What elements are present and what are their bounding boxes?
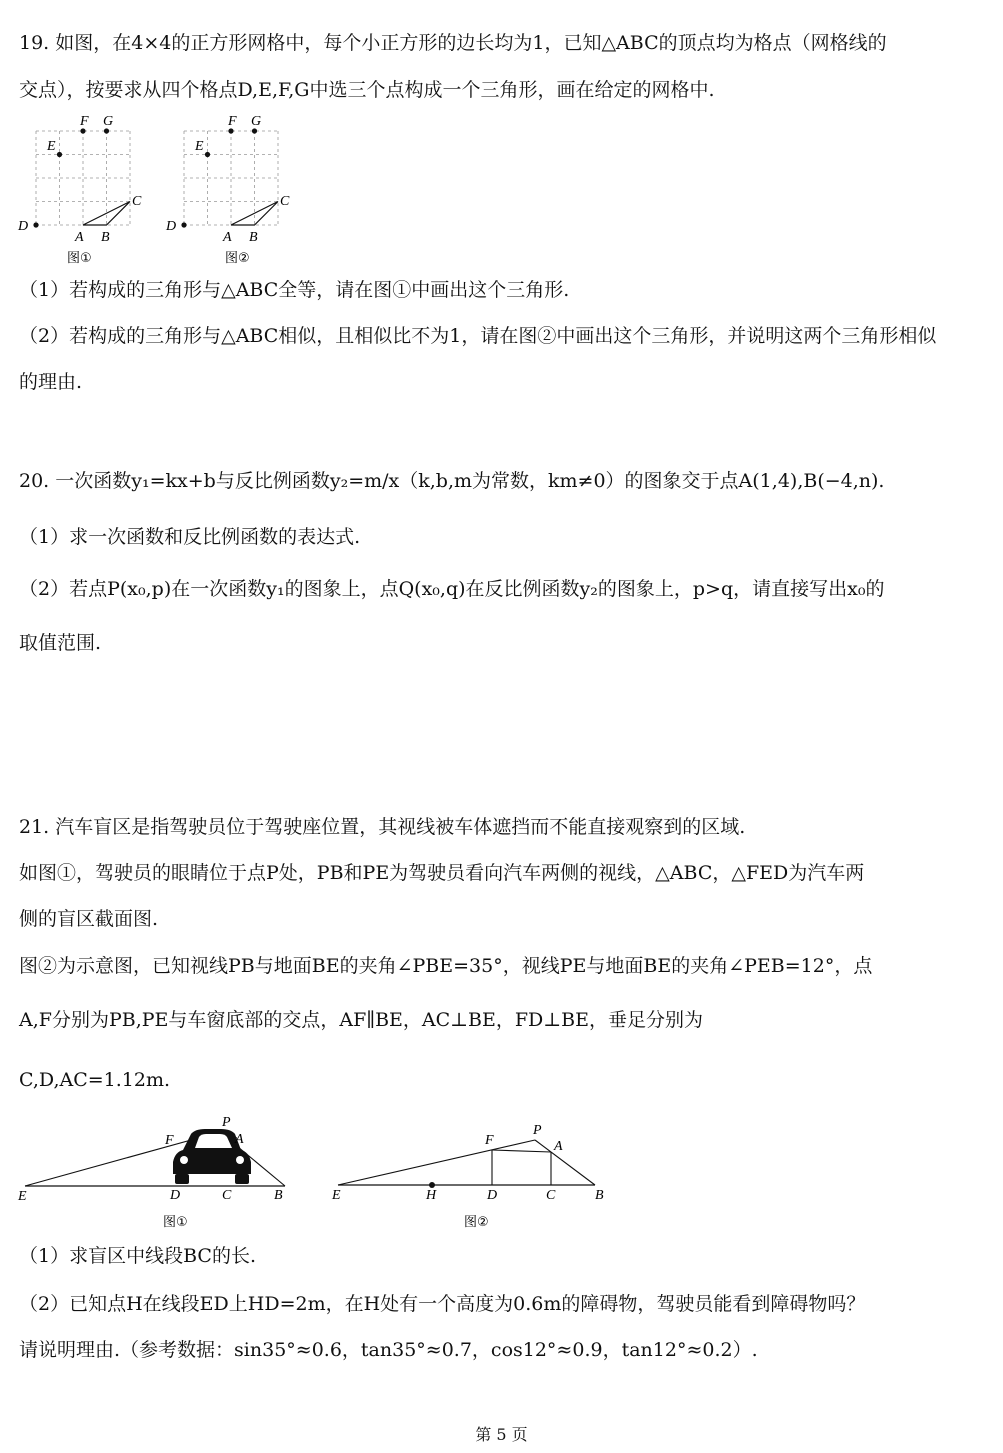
q19-fig1-caption: 图①	[67, 251, 92, 266]
q21-fig1-caption: 图①	[163, 1215, 188, 1230]
point-g	[104, 128, 109, 133]
label-a: A	[75, 230, 84, 245]
page-number: 第 5 页	[475, 1425, 528, 1444]
label-d: D	[18, 219, 29, 234]
label-a: A	[235, 1132, 244, 1147]
q21-fig2-caption: 图②	[464, 1215, 489, 1230]
label-g: G	[251, 114, 262, 129]
q21-part2-line2: 请说明理由.（参考数据：sin35°≈0.6，tan35°≈0.7，cos12°≈0.9，tan12°≈0.2）.	[19, 1339, 758, 1361]
label-e: E	[195, 139, 204, 154]
point-d	[181, 222, 186, 227]
label-a: A	[554, 1139, 563, 1154]
q21-line5: A,F分别为PB,PE与车窗底部的交点，AF∥BE，AC⊥BE，FD⊥BE，垂足分别为	[19, 1009, 703, 1031]
label-e: E	[18, 1189, 27, 1204]
q20-line1: 20. 一次函数y₁=kx+b与反比例函数y₂=m/x（k,b,m为常数，km≠0）的图象交于点A(1,4),B(−4,n).	[19, 470, 885, 492]
label-h: H	[426, 1188, 437, 1203]
q19-figure-1	[15, 110, 150, 270]
label-f: F	[80, 114, 89, 129]
point-g	[252, 128, 257, 133]
point-f	[80, 128, 85, 133]
q21-figure-2	[330, 1110, 625, 1235]
point-d	[33, 222, 38, 227]
label-d: D	[166, 219, 177, 234]
label-b: B	[249, 230, 258, 245]
q19-fig2-caption: 图②	[225, 251, 250, 266]
label-c: C	[280, 194, 290, 209]
label-b: B	[101, 230, 110, 245]
label-c: C	[222, 1188, 232, 1203]
q21-line1: 21. 汽车盲区是指驾驶员位于驾驶座位置，其视线被车体遮挡而不能直接观察到的区域.	[19, 816, 746, 838]
q21-line3: 侧的盲区截面图.	[19, 908, 159, 930]
label-e: E	[332, 1188, 341, 1203]
label-c: C	[132, 194, 142, 209]
label-f: F	[485, 1133, 494, 1148]
q19-part2-line2: 的理由.	[19, 371, 83, 393]
q21-line4: 图②为示意图，已知视线PB与地面BE的夹角∠PBE=35°，视线PE与地面BE的夹角∠PEB=12°，点	[19, 955, 873, 977]
label-d: D	[487, 1188, 498, 1203]
point-e	[57, 152, 62, 157]
q19-figure-2	[163, 110, 298, 270]
q21-line6: C,D,AC=1.12m.	[19, 1069, 171, 1091]
label-f: F	[228, 114, 237, 129]
q19-line1: 19. 如图，在4×4的正方形网格中，每个小正方形的边长均为1，已知△ABC的顶点均为格点（网格线的	[19, 32, 887, 54]
label-b: B	[274, 1188, 283, 1203]
q21-part2-line1: （2）已知点H在线段ED上HD=2m，在H处有一个高度为0.6m的障碍物，驾驶员能看到障碍物吗？	[19, 1293, 866, 1315]
label-g: G	[103, 114, 114, 129]
point-f	[228, 128, 233, 133]
label-b: B	[595, 1188, 604, 1203]
q20-part2: （2）若点P(x₀,p)在一次函数y₁的图象上，点Q(x₀,q)在反比例函数y₂的图象上，p>q，请直接写出x₀的	[19, 578, 885, 600]
q21-part1: （1）求盲区中线段BC的长.	[19, 1245, 256, 1267]
point-e	[205, 152, 210, 157]
label-d: D	[170, 1188, 181, 1203]
label-f: F	[165, 1133, 174, 1148]
label-p: P	[222, 1115, 231, 1130]
q21-figure-1	[15, 1110, 310, 1235]
q20-part1: （1）求一次函数和反比例函数的表达式.	[19, 526, 361, 548]
q19-part1: （1）若构成的三角形与△ABC全等，请在图①中画出这个三角形.	[19, 279, 570, 301]
label-p: P	[533, 1123, 542, 1138]
label-e: E	[47, 139, 56, 154]
q21-line2: 如图①，驾驶员的眼睛位于点P处，PB和PE为驾驶员看向汽车两侧的视线，△ABC，△FED为汽车两	[19, 862, 865, 884]
q20-part2-line2: 取值范围.	[19, 632, 102, 654]
label-a: A	[223, 230, 232, 245]
label-c: C	[546, 1188, 556, 1203]
q19-part2-line1: （2）若构成的三角形与△ABC相似，且相似比不为1，请在图②中画出这个三角形，并说明这两个三角形相似	[19, 325, 937, 347]
q19-line2: 交点），按要求从四个格点D,E,F,G中选三个点构成一个三角形，画在给定的网格中.	[19, 79, 715, 101]
